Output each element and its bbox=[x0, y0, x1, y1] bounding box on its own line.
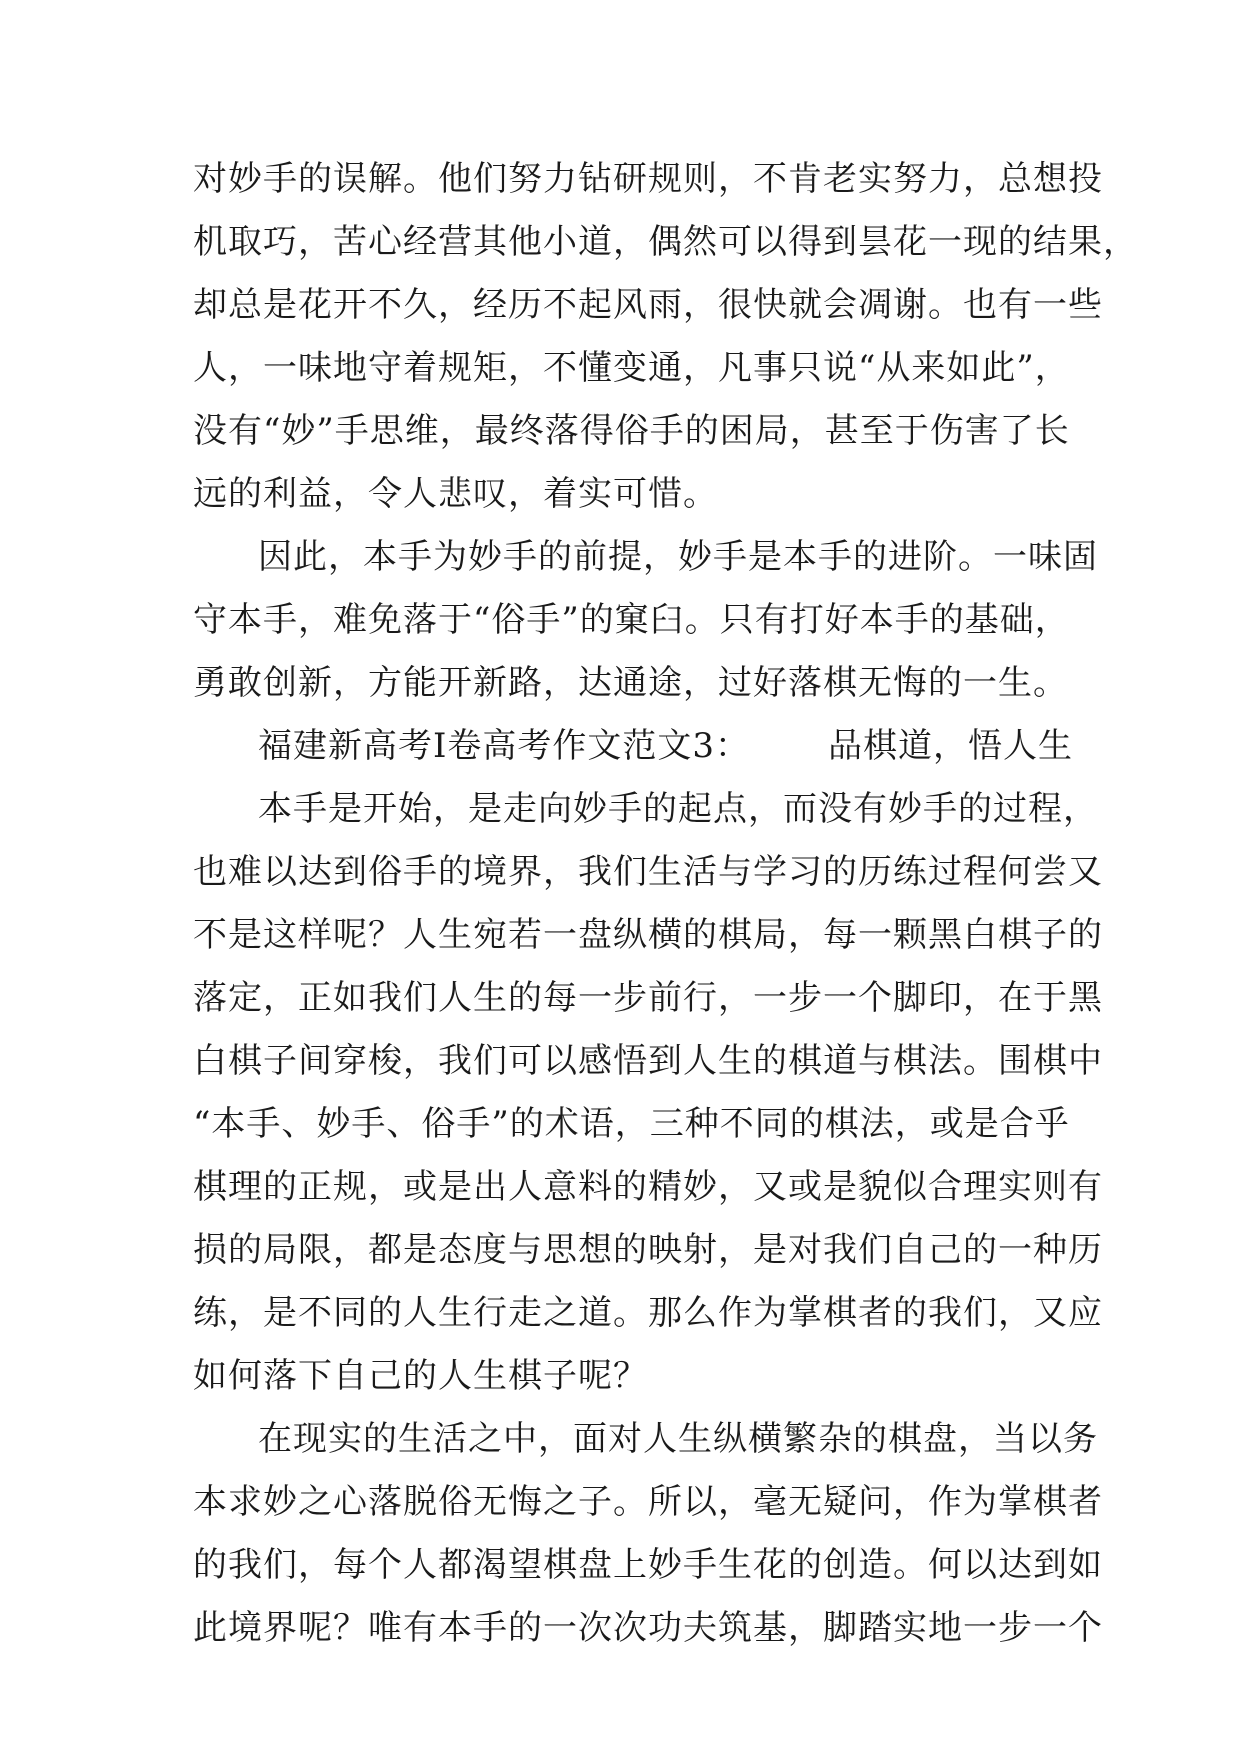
section-heading bbox=[258, 717, 1118, 775]
paragraph-first-line: 在现实的生活之中，面对人生纵横繁杂的棋盘，当以务 bbox=[258, 1419, 1098, 1459]
text-line: 却总是花开不久，经历不起风雨，很快就会凋谢。也有一些 bbox=[193, 285, 1103, 325]
text-line: 的我们，每个人都渴望棋盘上妙手生花的创造。何以达到如 bbox=[193, 1545, 1103, 1585]
heading-label: 福建新高考Ⅰ卷高考作文范文3： bbox=[258, 726, 751, 766]
text-line: 人，一味地守着规矩，不懂变通，凡事只说“从来如此”， bbox=[193, 348, 1070, 388]
text-line: 远的利益，令人悲叹，着实可惜。 bbox=[193, 474, 718, 514]
text-line: 棋理的正规，或是出人意料的精妙，又或是貌似合理实则有 bbox=[193, 1167, 1103, 1207]
text-line: 落定，正如我们人生的每一步前行，一步一个脚印，在于黑 bbox=[193, 978, 1103, 1018]
text-line: 此境界呢？唯有本手的一次次功夫筑基，脚踏实地一步一个 bbox=[193, 1608, 1103, 1648]
text-line: 没有“妙”手思维，最终落得俗手的困局，甚至于伤害了长 bbox=[193, 411, 1070, 451]
text-line: 练，是不同的人生行走之道。那么作为掌棋者的我们，又应 bbox=[193, 1293, 1103, 1333]
text-line: 损的局限，都是态度与思想的映射，是对我们自己的一种历 bbox=[193, 1230, 1103, 1270]
text-line: “本手、妙手、俗手”的术语，三种不同的棋法，或是合乎 bbox=[193, 1104, 1070, 1144]
text-line: 对妙手的误解。他们努力钻研规则，不肯老实努力，总想投 bbox=[193, 159, 1103, 199]
text-line: 勇敢创新，方能开新路，达通途，过好落棋无悔的一生。 bbox=[193, 663, 1068, 703]
text-line: 白棋子间穿梭，我们可以感悟到人生的棋道与棋法。围棋中 bbox=[193, 1041, 1103, 1081]
paragraph-first-line: 因此，本手为妙手的前提，妙手是本手的进阶。一味固 bbox=[258, 537, 1098, 577]
text-line: 守本手，难免落于“俗手”的窠臼。只有打好本手的基础， bbox=[193, 600, 1070, 640]
paragraph-first-line: 本手是开始，是走向妙手的起点，而没有妙手的过程， bbox=[258, 789, 1098, 829]
text-line: 本求妙之心落脱俗无悔之子。所以，毫无疑问，作为掌棋者 bbox=[193, 1482, 1103, 1522]
text-line: 不是这样呢？人生宛若一盘纵横的棋局，每一颗黑白棋子的 bbox=[193, 915, 1103, 955]
text-line: 也难以达到俗手的境界，我们生活与学习的历练过程何尝又 bbox=[193, 852, 1103, 892]
text-line: 机取巧，苦心经营其他小道，偶然可以得到昙花一现的结果， bbox=[193, 222, 1138, 262]
text-line: 如何落下自己的人生棋子呢？ bbox=[193, 1356, 648, 1396]
heading-title: 品棋道，悟人生 bbox=[828, 726, 1074, 766]
